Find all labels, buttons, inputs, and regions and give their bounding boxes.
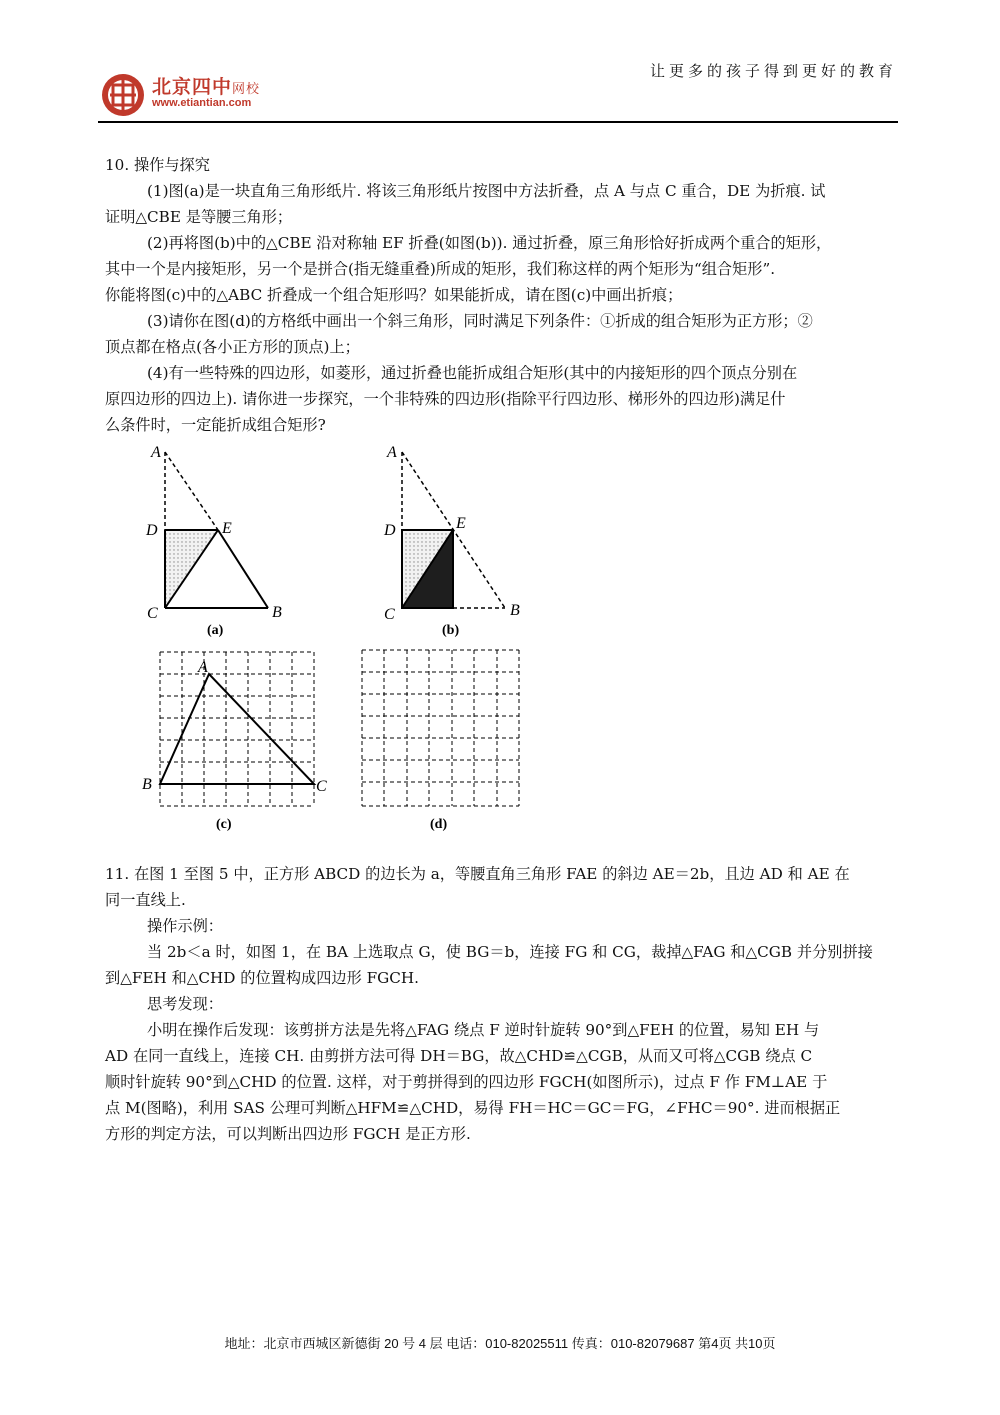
question-10: [105, 152, 900, 438]
q10-line: (1)图(a)是一块直角三角形纸片. 将该三角形纸片按图中方法折叠，点 A 与点 C 重合，DE 为折痕. 试: [147, 182, 826, 200]
q11-line: 思考发现：: [147, 995, 223, 1013]
q10-line: (3)请你在图(d)的方格纸中画出一个斜三角形，同时满足下列条件：①折成的组合矩形为正方形；②: [147, 312, 813, 330]
q11-line: 方形的判定方法，可以判断出四边形 FGCH 是正方形.: [105, 1125, 471, 1143]
header-rule: [98, 121, 898, 123]
school-logo: [98, 70, 148, 120]
fig-d-caption: (d): [430, 817, 448, 832]
fig-b-label-d: D: [384, 522, 396, 539]
figure-b: [383, 444, 520, 638]
q11-line: 当 2b＜a 时，如图 1，在 BA 上选取点 G，使 BG＝b，连接 FG 和 CG，裁掉△FAG 和△CGB 并分别拼接: [147, 943, 873, 961]
fig-a-dashed-hyp: [165, 452, 218, 530]
fig-a-side-be: [218, 530, 268, 608]
q11-line: 点 M(图略)，利用 SAS 公理可判断△HFM≌△CHD，易得 FH＝HC＝GC＝FG，∠FHC＝90°. 进而根据正: [105, 1099, 841, 1117]
figures-panel: [130, 440, 550, 840]
fig-a-label-d: D: [146, 522, 158, 539]
fig-a-label-b: B: [272, 604, 282, 621]
q11-line: 小明在操作后发现：该剪拼方法是先将△FAG 绕点 F 逆时针旋转 90°到△FEH 的位置，易知 EH 与: [147, 1021, 820, 1039]
figure-a: [145, 444, 282, 638]
q11-line: 到△FEH 和△CHD 的位置构成四边形 FGCH.: [105, 969, 419, 987]
fig-b-label-b: B: [510, 602, 520, 619]
q10-title: 10. 操作与探究: [105, 156, 210, 174]
q10-line: (4)有一些特殊的四边形，如菱形，通过折叠也能折成组合矩形(其中的内接矩形的四个顶点分别在: [147, 364, 798, 382]
fig-c-label-c: C: [316, 778, 327, 795]
q10-line: 其中一个是内接矩形，另一个是拼合(指无缝重叠)所成的矩形，我们称这样的两个矩形为“组合矩形”.: [105, 260, 776, 278]
q10-line: (2)再将图(b)中的△CBE 沿对称轴 EF 折叠(如图(b)). 通过折叠，原三角形恰好折成两个重合的矩形，: [147, 234, 832, 252]
fig-c-triangle-abc: [160, 674, 314, 784]
fig-a-label-c: C: [147, 605, 158, 622]
brand-name: [152, 72, 260, 99]
brand-url: www.etiantian.com: [152, 97, 252, 109]
q10-line: 证明△CBE 是等腰三角形；: [105, 208, 293, 226]
fig-b-label-c: C: [384, 606, 395, 623]
fig-b-label-e: E: [456, 515, 466, 532]
q11-line: 同一直线上.: [105, 891, 186, 909]
question-11: [105, 861, 900, 1147]
figure-d: [362, 650, 519, 806]
q10-line: 顶点都在格点(各小正方形的顶点)上；: [105, 338, 360, 356]
fig-a-label-e: E: [222, 520, 232, 537]
brand-suffix: 网校: [232, 81, 261, 96]
fig-c-label-a: A: [198, 659, 208, 676]
fig-b-caption: (b): [442, 623, 460, 638]
page-footer: 地址：北京市西城区新德街 20 号 4 层 电话：010-82025511 传真：010-82079687 第4页 共10页: [224, 1336, 776, 1351]
figure-c: [160, 652, 314, 806]
fig-a-label-a: A: [151, 444, 161, 461]
fig-c-caption: (c): [216, 817, 232, 832]
q10-line: 原四边形的四边上). 请你进一步探究，一个非特殊的四边形(指除平行四边形、梯形外的四边形)满足什: [105, 390, 786, 408]
q11-line: 顺时针旋转 90°到△CHD 的位置. 这样，对于剪拼得到的四边形 FGCH(如图所示)，过点 F 作 FM⊥AE 于: [105, 1073, 828, 1091]
q11-line: AD 在同一直线上，连接 CH. 由剪拼方法可得 DH＝BG，故△CHD≌△CGB，从而又可将△CGB 绕点 C: [105, 1047, 813, 1065]
q10-line: 么条件时，一定能折成组合矩形?: [105, 416, 326, 434]
fig-a-caption: (a): [207, 623, 224, 638]
q11-line: 11. 在图 1 至图 5 中，正方形 ABCD 的边长为 a，等腰直角三角形 FAE 的斜边 AE＝2b，且边 AD 和 AE 在: [105, 865, 850, 883]
fig-c-label-b: B: [142, 776, 152, 793]
slogan: 让更多的孩子得到更好的教育: [649, 63, 897, 80]
fig-b-label-a: A: [387, 444, 397, 461]
brand-text: 北京四中: [152, 77, 233, 98]
q10-line: 你能将图(c)中的△ABC 折叠成一个组合矩形吗？如果能折成，请在图(c)中画出折痕；: [105, 286, 683, 304]
q11-line: 操作示例：: [147, 917, 223, 935]
